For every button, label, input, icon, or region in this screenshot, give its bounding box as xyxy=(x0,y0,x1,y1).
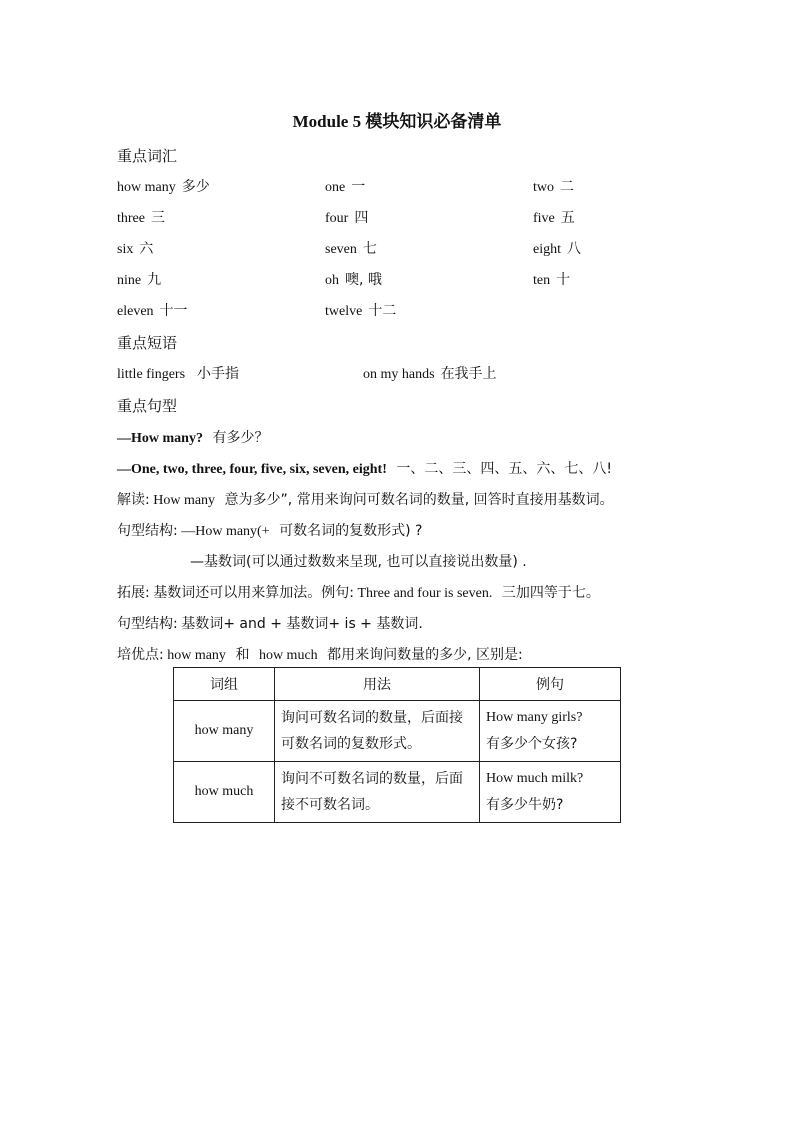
vocab-item: how many 多少 xyxy=(117,179,210,195)
section-heading-vocab: 重点词汇 xyxy=(117,147,178,165)
table-header-row xyxy=(174,668,621,701)
vocab-item: ten 十 xyxy=(533,272,571,288)
tip-line: 培优点: how many 和 how much 都用来询问数量的多少, 区别是: xyxy=(117,647,523,663)
table-cell-usage: 询问不可数名词的数量，后面接不可数名词。 xyxy=(275,762,480,823)
vocab-item: seven 七 xyxy=(325,241,377,257)
example-zh: 有多少牛奶? xyxy=(486,797,564,813)
section-heading-sentences: 重点句型 xyxy=(117,397,178,415)
vocab-row xyxy=(117,269,677,291)
table-row xyxy=(174,701,621,762)
table-cell-example xyxy=(480,701,621,762)
answer-line: —One, two, three, four, five, six, seven, eight! 一、二、三、四、五、六、七、八! xyxy=(117,461,612,477)
example-en: How much milk? xyxy=(486,771,584,786)
vocab-row xyxy=(117,238,677,260)
vocab-row xyxy=(117,176,677,198)
example-en: How many girls? xyxy=(486,710,583,725)
vocab-item: three 三 xyxy=(117,210,165,226)
table-cell-usage: 询问可数名词的数量，后面接可数名词的复数形式。 xyxy=(275,701,480,762)
structure-line-1: 句型结构: —How many(+ 可数名词的复数形式) ? xyxy=(117,523,423,539)
table-row xyxy=(174,762,621,823)
vocab-row xyxy=(117,207,677,229)
vocab-item: one 一 xyxy=(325,179,366,195)
phrase-item: little fingers 小手指 xyxy=(117,366,240,382)
table-header: 用法 xyxy=(275,668,480,701)
vocab-item: nine 九 xyxy=(117,272,162,288)
vocab-item: five 五 xyxy=(533,210,575,226)
vocab-item: oh 噢, 哦 xyxy=(325,272,382,288)
vocab-item: eleven 十一 xyxy=(117,303,188,319)
phrase-item: on my hands 在我手上 xyxy=(363,366,497,382)
example-zh: 有多少个女孩? xyxy=(486,736,578,752)
explanation-line: 解读: How many 意为多少”, 常用来询问可数名词的数量, 回答时直接用基数词。 xyxy=(117,492,614,508)
vocab-item: twelve 十二 xyxy=(325,303,397,319)
structure-line-2: —基数词(可以通过数数来呈现, 也可以直接说出数量) . xyxy=(190,554,527,570)
table-header: 词组 xyxy=(174,668,275,701)
table-cell-example xyxy=(480,762,621,823)
page-title: Module 5 模块知识必备清单 xyxy=(292,112,502,131)
vocab-row xyxy=(117,300,677,322)
vocab-item: two 二 xyxy=(533,179,574,195)
table-cell-word: how much xyxy=(174,762,275,823)
table-header: 例句 xyxy=(480,668,621,701)
question-line: —How many? 有多少？ xyxy=(117,430,269,446)
section-heading-phrases: 重点短语 xyxy=(117,334,178,352)
structure-line-3: 句型结构: 基数词+ and + 基数词+ is + 基数词. xyxy=(117,616,423,632)
vocab-item: six 六 xyxy=(117,241,154,257)
comparison-table xyxy=(173,667,621,823)
phrase-row xyxy=(117,363,677,385)
vocab-item: eight 八 xyxy=(533,241,581,257)
extension-line: 拓展: 基数词还可以用来算加法。例句: Three and four is seven. 三加四等于七。 xyxy=(117,585,600,601)
vocab-item: four 四 xyxy=(325,210,369,226)
table-cell-word: how many xyxy=(174,701,275,762)
